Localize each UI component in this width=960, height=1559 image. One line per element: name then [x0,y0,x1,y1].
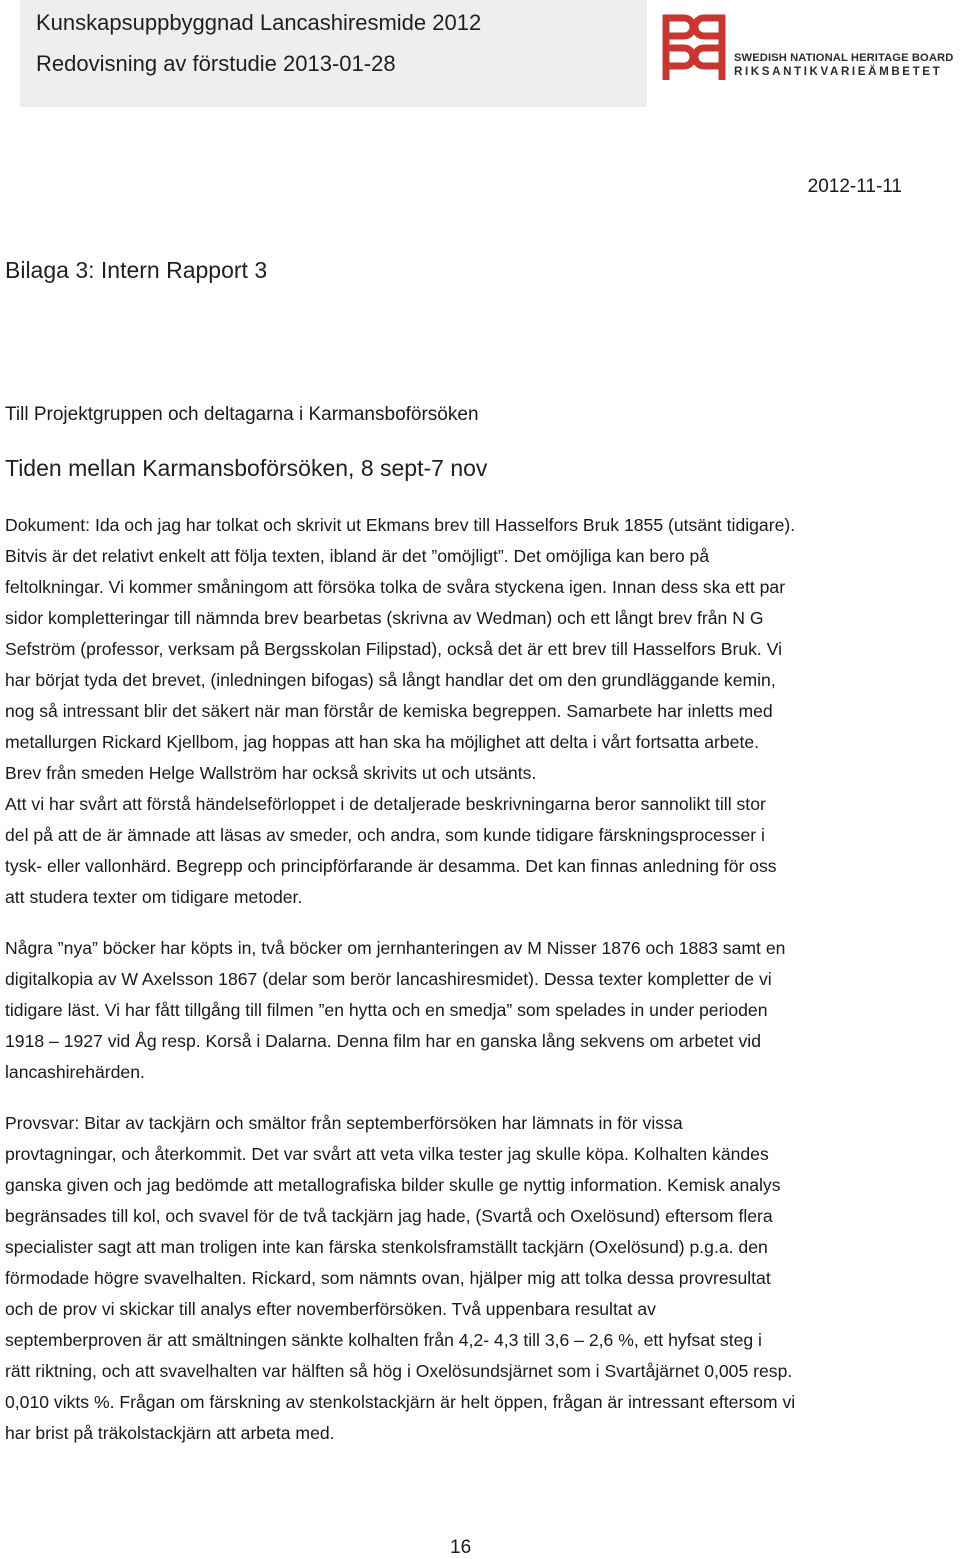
body-line: ganska given och jag bedömde att metallografiska bilder skulle ge nyttig information. Kemisk analys [5,1175,781,1195]
body-line: Att vi har svårt att förstå händelseförloppet i de detaljerade beskrivningarna beror sannolikt till stor [5,794,766,814]
logo-line1: SWEDISH NATIONAL HERITAGE BOARD [734,52,954,64]
body-line: specialister sagt att man troligen inte kan färska stenkolsframställt tackjärn (Oxelösund) p.g.a. den [5,1237,768,1257]
section-subtitle: Tiden mellan Karmansboförsöken, 8 sept-7 nov [5,455,488,481]
body-line: rätt riktning, och att svavelhalten var hälften så hög i Oxelösundsjärnet som i Svartåjärnet 0,005 resp. [5,1361,793,1381]
body-line: att studera texter om tidigare metoder. [5,887,303,907]
body-line: 1918 – 1927 vid Åg resp. Korså i Dalarna. Denna film har en ganska lång sekvens om arbetet vid [5,1031,761,1051]
body-line: har börjat tyda det brevet, (inledningen bifogas) så långt handlar det om den grundläggande kemin, [5,670,776,690]
addressee: Till Projektgruppen och deltagarna i Karmansboförsöken [5,404,479,425]
body-line: Några ”nya” böcker har köpts in, två böcker om jernhanteringen av M Nisser 1876 och 1883 samt en [5,938,786,958]
page-number: 16 [450,1537,472,1558]
body-line: septemberproven är att smältningen sänkte kolhalten från 4,2- 4,3 till 3,6 – 2,6 %, ett hyfsat steg i [5,1330,762,1350]
body-line: del på att de är ämnade att läsas av smeder, och andra, som kunde tidigare färskningsprocesser i [5,825,765,845]
body-line: provtagningar, och återkommit. Det var svårt att veta vilka tester jag skulle köpa. Kolhalten kändes [5,1144,769,1164]
body-line: Bitvis är det relativt enkelt att följa texten, ibland är det ”omöjligt”. Det omöjliga kan bero på [5,546,710,566]
document-date: 2012-11-11 [807,176,902,197]
logo-line2: RIKSANTIKVARIEÄMBETET [734,65,943,78]
body-line: lancashirehärden. [5,1062,145,1082]
body-line: metallurgen Rickard Kjellbom, jag hoppas att han ska ha möjlighet att delta i vårt fortsatta arbete. [5,732,760,752]
raa-emblem-icon [662,14,726,84]
header-title-line2: Redovisning av förstudie 2013-01-28 [36,51,396,76]
body-line: och de prov vi skickar till analys efter novemberförsöken. Två uppenbara resultat av [5,1299,656,1319]
header-title-line1: Kunskapsuppbyggnad Lancashiresmide 2012 [36,10,482,35]
body-line: Dokument: Ida och jag har tolkat och skrivit ut Ekmans brev till Hasselfors Bruk 1855 (utsänt tidigare). [5,515,796,535]
body-line: tysk- eller vallonhärd. Begrepp och principförfarande är desamma. Det kan finnas anledning för oss [5,856,777,876]
body-line: har brist på träkolstackjärn att arbeta med. [5,1423,335,1443]
body-line: begränsades till kol, och svavel för de två tackjärn jag hade, (Svartå och Oxelösund) eftersom flera [5,1206,773,1226]
appendix-title: Bilaga 3: Intern Rapport 3 [5,257,268,283]
body-line: nog så intressant blir det säkert när man förstår de kemiska begreppen. Samarbete har inletts med [5,701,773,721]
body-line: Brev från smeden Helge Wallström har också skrivits ut och utsänts. [5,763,537,783]
body-line: Sefström (professor, verksam på Bergsskolan Filipstad), också det är ett brev till Hasselfors Bruk. Vi [5,639,783,659]
logo-text [734,52,953,78]
body-line: Provsvar: Bitar av tackjärn och smältor från septemberförsöken har lämnats in för vissa [5,1113,683,1133]
body-line: feltolkningar. Vi kommer småningom att försöka tolka de svåra styckena igen. Innan dess ska ett par [5,577,786,597]
heritage-board-logo [662,14,954,86]
body-line: digitalkopia av W Axelsson 1867 (delar som berör lancashiresmidet). Dessa texter kompletter de vi [5,969,772,989]
body-line: 0,010 vikts %. Frågan om färskning av stenkolstackjärn är helt öppen, frågan är intressant eftersom vi [5,1392,796,1412]
body-line: förmodade högre svavelhalten. Rickard, som nämnts ovan, hjälper mig att tolka dessa provresultat [5,1268,771,1288]
body-line: tidigare läst. Vi har fått tillgång till filmen ”en hytta och en smedja” som spelades in under perioden [5,1000,768,1020]
body-line: sidor kompletteringar till nämnda brev bearbetas (skrivna av Wedman) och ett långt brev från N G [5,608,764,628]
